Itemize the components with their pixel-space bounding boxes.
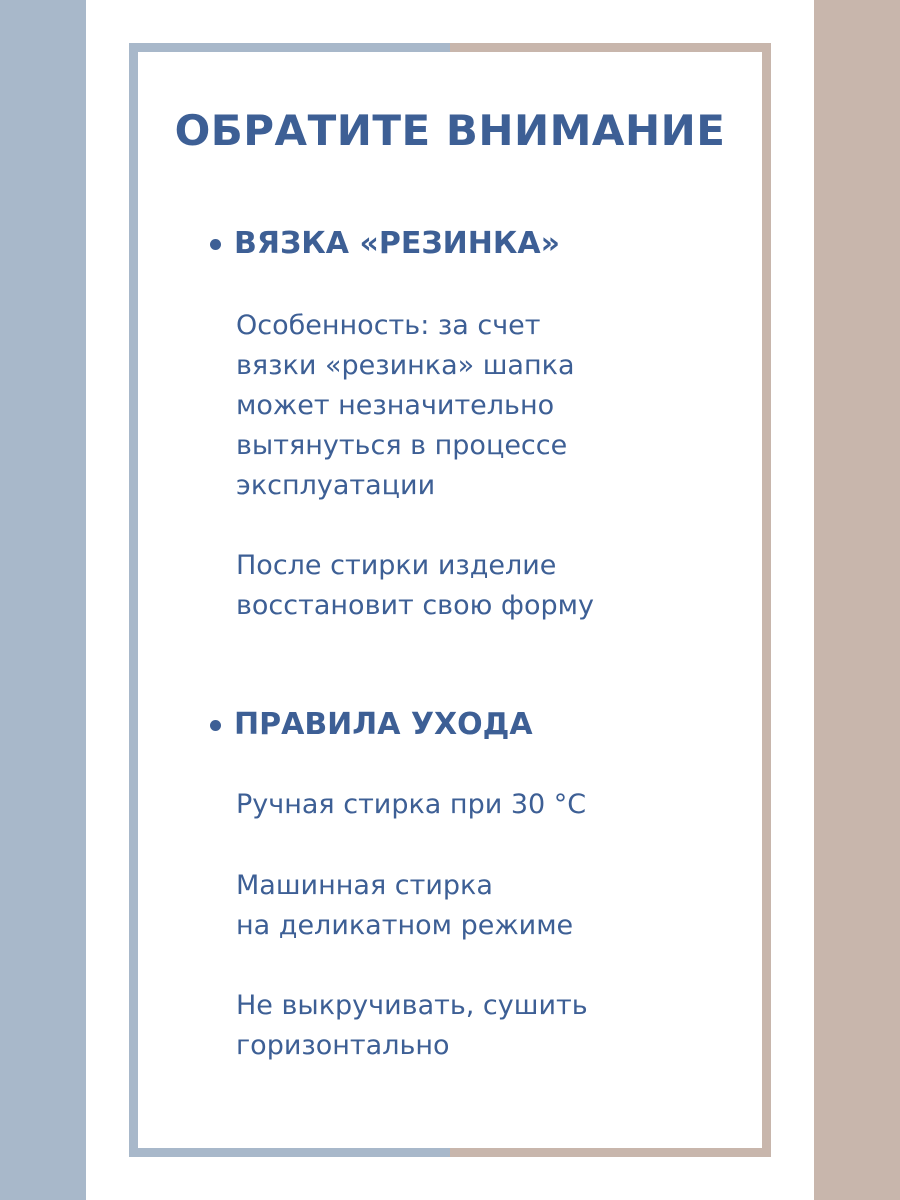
care-drying-text: Не выкручивать, сушить горизонтально — [236, 990, 588, 1061]
bullet-dot-icon — [210, 720, 221, 731]
left-decorative-stripe — [0, 0, 86, 1200]
care-machine-wash-text: Машинная стирка на деликатном режиме — [236, 870, 574, 941]
knit-feature-text: Особенность: за счет вязки «резинка» шапка может незначительно вытянуться в процессе эксплуатации — [236, 310, 575, 501]
bullet-dot-icon — [210, 239, 221, 250]
section-heading-knit: ВЯЗКА «РЕЗИНКА» — [234, 226, 560, 261]
page-title: ОБРАТИТЕ ВНИМАНИЕ — [174, 106, 726, 155]
knit-recovery-text: После стирки изделие восстановит свою форму — [236, 550, 595, 621]
care-hand-wash-text: Ручная стирка при 30 °С — [236, 789, 587, 820]
section-heading-care: ПРАВИЛА УХОДА — [234, 707, 533, 742]
right-decorative-stripe — [814, 0, 900, 1200]
